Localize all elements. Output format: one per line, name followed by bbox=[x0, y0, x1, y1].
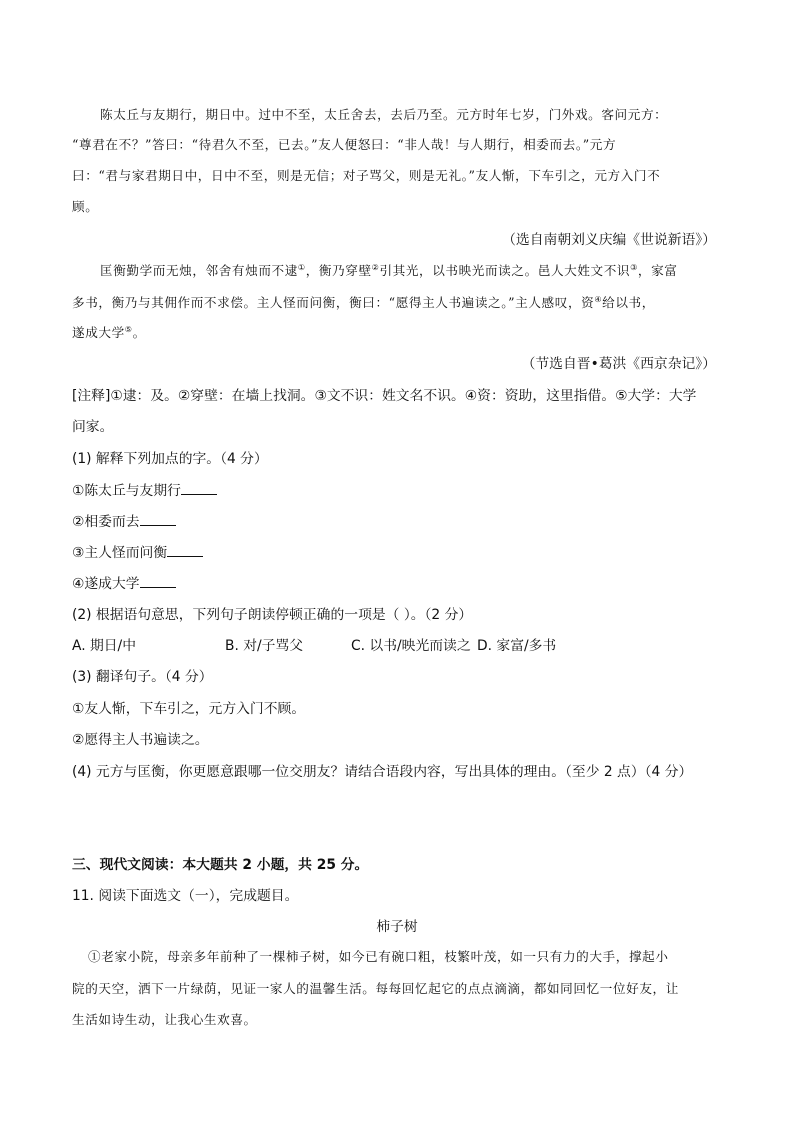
passage1-line-1: 陈太丘与友期行，期日中。过中不至，太丘舍去，去后乃至。元方时年七岁，门外戏。客问元方： bbox=[100, 107, 668, 122]
question-11: 11. 阅读下面选文（一），完成题目。 bbox=[72, 888, 299, 904]
option-a[interactable]: A. 期日/中 bbox=[72, 638, 137, 654]
passage1-line-3: 曰：“君与家君期日中，日中不至，则是无信；对子骂父，则是无礼。”友人惭，下车引之，元方入门不 bbox=[72, 168, 661, 183]
article-line-1: ①老家小院，母亲多年前种了一棵柿子树，如今已有碗口粗，枝繁叶茂，如一只有力的大手，撑起小 bbox=[88, 949, 669, 964]
passage2-text: 引其光，以书映光而读之。邑人大姓文不识 bbox=[379, 263, 631, 278]
article-title: 柿子树 bbox=[376, 919, 418, 935]
article-line-3: 生活如诗生动，让我心生欢喜。 bbox=[72, 1012, 257, 1027]
passage2-text: 匡衡勤学而无烛，邻舍有烛而不逮 bbox=[100, 263, 298, 278]
passage2-text: 。 bbox=[132, 325, 146, 340]
question-1c bbox=[72, 541, 203, 561]
question-1d bbox=[72, 572, 176, 592]
passage2-line-1 bbox=[100, 260, 678, 279]
answer-blank[interactable] bbox=[140, 513, 176, 526]
section-heading: 三、现代文阅读：本大题共 2 小题，共 25 分。 bbox=[72, 857, 369, 873]
footnote-mark: ⑤ bbox=[124, 324, 133, 334]
passage2-text: ，家富 bbox=[637, 263, 678, 278]
passage1-source: （选自南朝刘义庆编《世说新语》） bbox=[502, 232, 716, 248]
question-3: (3) 翻译句子。（4 分） bbox=[72, 669, 213, 685]
question-3a: ①友人惭，下车引之，元方入门不顾。 bbox=[72, 701, 306, 717]
notes-line-1: [注释]①逮：及。②穿壁：在墙上找洞。③文不识：姓文名不识。④资：资助，这里指借。⑤大学：大学 bbox=[72, 388, 697, 404]
question-text: ②相委而去 bbox=[72, 514, 140, 530]
question-text: ①陈太丘与友期行 bbox=[72, 483, 181, 499]
passage2-line-3 bbox=[72, 322, 146, 341]
option-b[interactable]: B. 对/子骂父 bbox=[225, 638, 304, 654]
passage2-source: （节选自晋•葛洪《西京杂记》） bbox=[521, 356, 716, 372]
notes-line-2: 问家。 bbox=[72, 419, 114, 435]
question-1b bbox=[72, 510, 176, 530]
footnote-mark: ④ bbox=[594, 294, 603, 304]
passage1-line-2: “尊君在不？”答曰：“待君久不至，已去。”友人便怒曰：“非人哉！与人期行，相委而去。”元方 bbox=[72, 137, 617, 152]
answer-blank[interactable] bbox=[167, 544, 203, 557]
option-c[interactable]: C. 以书/映光而读之 bbox=[351, 638, 471, 654]
passage2-text: 遂成大学 bbox=[72, 325, 125, 340]
answer-blank[interactable] bbox=[140, 575, 176, 588]
passage2-line-2 bbox=[72, 292, 655, 311]
question-1: (1) 解释下列加点的字。（4 分） bbox=[72, 451, 268, 467]
question-text: ③主人怪而问衡 bbox=[72, 545, 168, 561]
question-text: ④遂成大学 bbox=[72, 576, 140, 592]
passage2-text: 多书，衡乃与其佣作而不求偿。主人怪而问衡，衡曰：“愿得主人书遍读之。”主人感叹，资 bbox=[72, 295, 595, 310]
passage2-text: 给以书， bbox=[602, 295, 655, 310]
question-3b: ②愿得主人书遍读之。 bbox=[72, 732, 209, 748]
passage2-text: ，衡乃穿壁 bbox=[305, 263, 372, 278]
question-1a bbox=[72, 479, 217, 499]
option-d[interactable]: D. 家富/多书 bbox=[477, 638, 557, 654]
footnote-mark: ① bbox=[297, 262, 306, 272]
article-line-2: 院的天空，洒下一片绿荫，见证一家人的温馨生活。每每回忆起它的点点滴滴，都如同回忆一位好友，让 bbox=[72, 981, 679, 996]
question-2-options bbox=[72, 634, 556, 654]
answer-blank[interactable] bbox=[181, 482, 217, 495]
footnote-mark: ② bbox=[371, 262, 380, 272]
passage1-line-4: 顾。 bbox=[72, 199, 99, 214]
question-2: (2) 根据语句意思，下列句子朗读停顿正确的一项是（ ）。（2 分） bbox=[72, 607, 473, 623]
footnote-mark: ③ bbox=[630, 262, 638, 272]
question-4: (4) 元方与匡衡，你更愿意跟哪一位交朋友？请结合语段内容，写出具体的理由。（至少 2 点）（4 分） bbox=[72, 764, 693, 780]
